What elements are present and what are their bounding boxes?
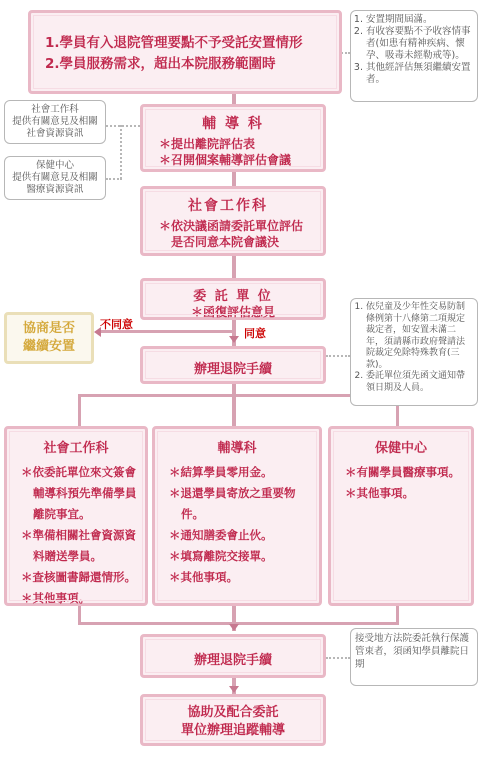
column-item: ＊其他事項。 xyxy=(169,570,238,584)
disagree-label: 不同意 xyxy=(100,318,133,331)
asterisk-icon: ＊ xyxy=(21,591,33,605)
column-item: ＊退還學員寄放之重要物件。 xyxy=(169,486,296,521)
negotiate-label: 協商是否繼續安置 xyxy=(22,321,75,354)
guidance-section-box xyxy=(140,104,326,172)
column-health-center xyxy=(328,426,474,606)
column-title: 保健中心 xyxy=(374,441,427,456)
column-item: ＊其他事項。 xyxy=(21,591,90,605)
asterisk-icon: ＊ xyxy=(345,465,357,479)
column-item: ＊有關學員醫療事項。 xyxy=(345,465,460,479)
social-work-section-box xyxy=(140,186,326,256)
dotted-connector xyxy=(326,657,350,659)
negotiate-continued-placement-box xyxy=(4,312,94,364)
agree-label: 同意 xyxy=(244,327,266,340)
note-exit-criteria xyxy=(350,10,478,102)
arrow-down-icon xyxy=(229,686,239,693)
entrusting-unit-item: ＊函復評估意見 xyxy=(190,305,276,319)
discharge-title: 辦理退院手續 xyxy=(193,362,272,377)
note-social-work-resources: 社會工作科 提供有關意見及相關社會資源資訊 xyxy=(4,100,106,144)
guidance-item: ＊召開個案輔導評估會議 xyxy=(159,153,292,167)
follow-up-line-1: 協助及配合委託 xyxy=(187,705,279,720)
entrusting-unit-box xyxy=(140,278,326,320)
follow-up-guidance-box xyxy=(140,694,326,746)
column-item: ＊準備相關社會資源資料贈送學員。 xyxy=(21,528,136,563)
connector-line xyxy=(232,394,236,426)
social-work-title: 社會工作科 xyxy=(188,198,268,214)
asterisk-icon: ＊ xyxy=(159,137,172,151)
column-title: 社會工作科 xyxy=(43,441,109,456)
column-item: ＊結算學員零用金。 xyxy=(169,465,273,479)
column-item: ＊填寫離院交接單。 xyxy=(169,549,273,563)
discharge-procedure-box xyxy=(140,346,326,384)
entrusting-unit-title: 委 託 單 位 xyxy=(193,289,273,304)
dotted-connector xyxy=(106,125,140,127)
column-item: ＊查核圖書歸還情形。 xyxy=(21,570,136,584)
arrow-down-icon xyxy=(229,624,239,631)
arrow-down-icon xyxy=(229,336,239,343)
column-item: ＊依委託單位來文簽會輔導科預先準備學員離院事宜。 xyxy=(21,465,137,521)
asterisk-icon: ＊ xyxy=(169,528,181,542)
asterisk-icon: ＊ xyxy=(190,305,203,319)
asterisk-icon: ＊ xyxy=(21,465,33,479)
note-item: 2. 委託單位須先函文通知帶領日期及人員。 xyxy=(366,371,473,394)
guidance-item: ＊提出離院評估表 xyxy=(159,137,256,151)
note-item: 1. 依兒童及少年性交易防制條例第十八條第二項規定裁定者，如安置未滿二年，須請縣市政府聲請法院裁定免除特殊教育(三款)。 xyxy=(366,302,473,371)
discharge-procedure-box-2 xyxy=(140,634,326,678)
exit-conditions-box xyxy=(28,10,342,94)
note-discharge-legal xyxy=(350,298,478,406)
asterisk-icon: ＊ xyxy=(21,570,33,584)
follow-up-line-2: 單位辦理追蹤輔導 xyxy=(180,723,285,738)
connector-line xyxy=(232,172,236,186)
asterisk-icon: ＊ xyxy=(159,219,172,233)
note-item: 1. 安置期間屆滿。 xyxy=(366,14,473,26)
asterisk-icon: ＊ xyxy=(21,528,33,542)
column-social-work xyxy=(4,426,148,606)
dotted-connector xyxy=(120,125,122,179)
guidance-title: 輔 導 科 xyxy=(202,116,264,132)
note-probation-notice: 接受地方法院委託執行保護管束者，須函知學員離院日期 xyxy=(350,628,478,686)
note-health-center-resources: 保健中心 提供有關意見及相關醫療資源資訊 xyxy=(4,156,106,200)
column-title: 輔導科 xyxy=(217,441,257,456)
column-guidance xyxy=(152,426,322,606)
asterisk-icon: ＊ xyxy=(169,549,181,563)
asterisk-icon: ＊ xyxy=(169,570,181,584)
column-item: ＊其他事項。 xyxy=(345,486,414,500)
connector-line xyxy=(232,256,236,278)
column-item: ＊通知膳委會止伙。 xyxy=(169,528,273,542)
exit-condition-1: 1.學員有入退院管理要點不予受託安置情形 xyxy=(45,35,303,51)
asterisk-icon: ＊ xyxy=(169,465,181,479)
exit-condition-2: 2.學員服務需求，超出本院服務範圍時 xyxy=(45,56,276,72)
discharge-title: 辦理退院手續 xyxy=(193,653,272,668)
connector-line xyxy=(232,94,236,104)
social-work-item: ＊依決議函請委託單位評估是否同意本院會議決 xyxy=(159,219,304,249)
note-item: 2. 有收容要點不予收容情事者(如患有精神疾病、懷孕、吸毒未經勒戒等)。 xyxy=(366,26,473,62)
asterisk-icon: ＊ xyxy=(159,153,172,167)
connector-line xyxy=(78,394,81,426)
asterisk-icon: ＊ xyxy=(345,486,357,500)
dotted-connector xyxy=(326,355,350,357)
asterisk-icon: ＊ xyxy=(169,486,181,500)
note-item: 3. 其他經評估無須繼續安置者。 xyxy=(366,62,473,86)
